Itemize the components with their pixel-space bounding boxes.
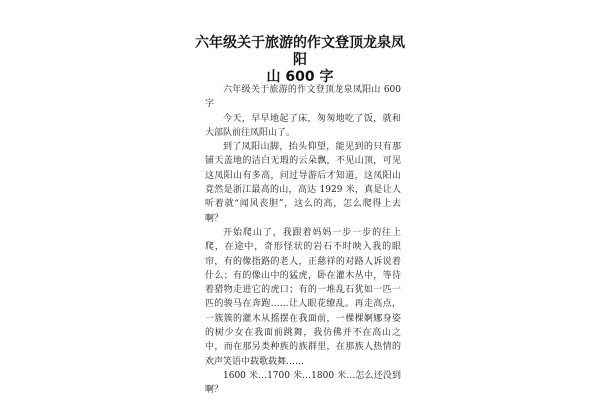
paragraph: 今天，早早地起了床，匆匆地吃了饭，就和大部队前往凤阳山了。 xyxy=(205,113,401,138)
article-title xyxy=(190,35,410,86)
article-body xyxy=(205,83,401,398)
paragraph: 到了凤阳山脚，抬头仰望，能见到的只有那铺天盖地的洁白无瑕的云朵飘，不见山顶，可见这凤阳山有多高，问过导游后才知道，这凤阳山竟然是浙江最高的山，高达 1929 米，真是让人听着就“闻风丧胆”，这么的高，怎么爬得上去啊？ xyxy=(205,142,401,224)
paragraph: 1600 米…1700 米…1800 米…怎么还没到啊？ xyxy=(205,370,401,396)
paragraph: 开始爬山了，我跟着妈妈一步一步的往上爬，在途中，奇形怪状的岩石不时映入我的眼帘，有的像指路的老人，正慈祥的对路人诉说着什么；有的像山中的猛虎，卧在灌木丛中，等待着猎物走进它的虎口；有的一堆乱石犹如一匹一匹的骏马在奔跑……让人眼花缭乱。再走高点，一簇簇的灌木从摇摆在我面前，一棵棵婀娜身姿的树少女在我面前跳舞，我仿佛并不在高山之中，而在那另类种族的族群里，在那族人热情的欢声笑语中载歌载舞…… xyxy=(205,227,401,367)
article-title-line-2: 山 600 字 xyxy=(266,69,334,85)
article-title-line-1: 六年级关于旅游的作文登顶龙泉凤阳 xyxy=(195,35,405,68)
paragraph-heading: 六年级关于旅游的作文登顶龙泉凤阳山 600 字 xyxy=(205,85,401,110)
